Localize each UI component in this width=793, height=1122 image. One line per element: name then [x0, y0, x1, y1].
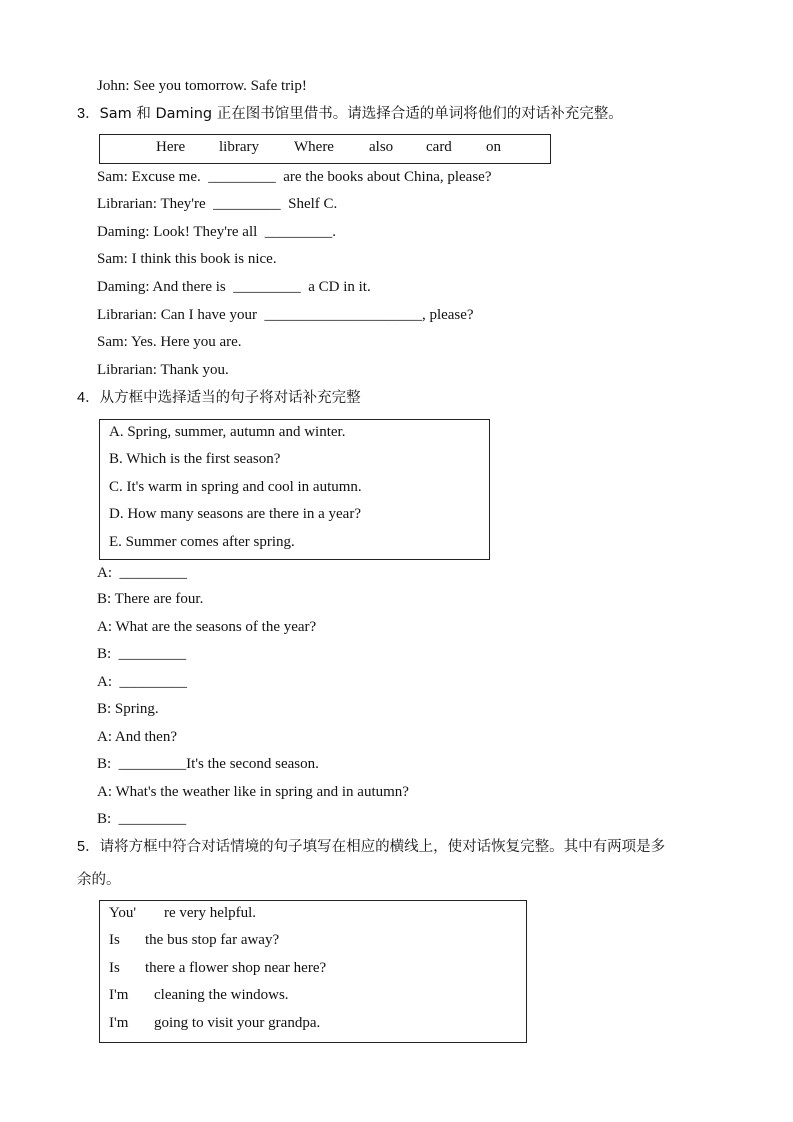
question-4-instruction: [77, 387, 361, 409]
question-text: 从方框中选择适当的句子将对话补充完整: [99, 390, 361, 406]
option-item: A. Spring, summer, autumn and winter.: [109, 424, 346, 440]
question-number: 3: [77, 106, 86, 122]
word-bank-item: on: [486, 139, 501, 155]
dialog-line: B: _________It's the second season.: [97, 756, 319, 772]
dialog-line: A: And then?: [97, 729, 177, 745]
option-item-start: Is: [109, 932, 120, 948]
dialog-line: A: _________: [97, 674, 187, 690]
question-5-instruction-cont: 余的。: [77, 872, 121, 888]
option-item-start: I'm: [109, 1015, 129, 1031]
question-number: 4: [77, 390, 86, 406]
option-item: C. It's warm in spring and cool in autumn.: [109, 479, 362, 495]
question-text: 请将方框中符合对话情境的句子填写在相应的横线上，使对话恢复完整。其中有两项是多: [99, 839, 666, 855]
option-item: [100, 1013, 526, 1033]
option-item-rest: re very helpful.: [164, 905, 257, 921]
question-number: 5: [77, 839, 86, 855]
word-bank-item: Here: [156, 139, 186, 155]
dialog-line: John: See you tomorrow. Safe trip!: [97, 78, 307, 94]
dialog-line: B: There are four.: [97, 591, 204, 607]
dialog-line: A: What's the weather like in spring and in autumn?: [97, 784, 409, 800]
option-item: D. How many seasons are there in a year?: [109, 506, 361, 522]
option-item: [100, 958, 526, 978]
option-item: E. Summer comes after spring.: [109, 534, 295, 550]
dialog-line: Librarian: Can I have your _____________________, please?: [97, 307, 474, 323]
dialog-line: Librarian: Thank you.: [97, 362, 229, 378]
option-item: [100, 985, 526, 1005]
option-item-rest: going to visit your grandpa.: [154, 1015, 321, 1031]
question-5-instruction: [77, 836, 665, 858]
option-item-rest: there a flower shop near here?: [145, 960, 327, 976]
dialog-line: Sam: Yes. Here you are.: [97, 334, 242, 350]
word-bank-item: card: [426, 139, 452, 155]
dialog-line: B: Spring.: [97, 701, 159, 717]
option-item-rest: the bus stop far away?: [145, 932, 280, 948]
word-bank-box: [99, 134, 551, 164]
dialog-line: Daming: Look! They're all _________.: [97, 224, 337, 240]
option-item: B. Which is the first season?: [109, 451, 281, 467]
dialog-line: Sam: Excuse me. _________ are the books about China, please?: [97, 169, 492, 185]
question-dot: ．: [85, 839, 100, 855]
dialog-line: B: _________: [97, 646, 187, 662]
option-item: [100, 903, 526, 923]
option-item-start: Is: [109, 960, 120, 976]
word-bank-item: also: [369, 139, 394, 155]
options-box: [99, 419, 490, 560]
option-item: [100, 930, 526, 950]
word-bank-item: Where: [294, 139, 334, 155]
option-item-start: I'm: [109, 987, 129, 1003]
dialog-line: Daming: And there is _________ a CD in it.: [97, 279, 371, 295]
options-box: [99, 900, 527, 1043]
word-bank-item: library: [219, 139, 259, 155]
dialog-line: A: _________: [97, 565, 187, 581]
dialog-line: B: _________: [97, 811, 187, 827]
question-3-instruction: [77, 103, 623, 125]
option-item-start: You': [109, 905, 137, 921]
question-text: Sam 和 Daming 正在图书馆里借书。请选择合适的单词将他们的对话补充完整。: [99, 106, 623, 122]
question-dot: ．: [85, 106, 100, 122]
dialog-line: Librarian: They're _________ Shelf C.: [97, 196, 338, 212]
dialog-line: Sam: I think this book is nice.: [97, 251, 277, 267]
dialog-line: A: What are the seasons of the year?: [97, 619, 317, 635]
option-item-rest: cleaning the windows.: [154, 987, 289, 1003]
question-dot: ．: [85, 390, 100, 406]
